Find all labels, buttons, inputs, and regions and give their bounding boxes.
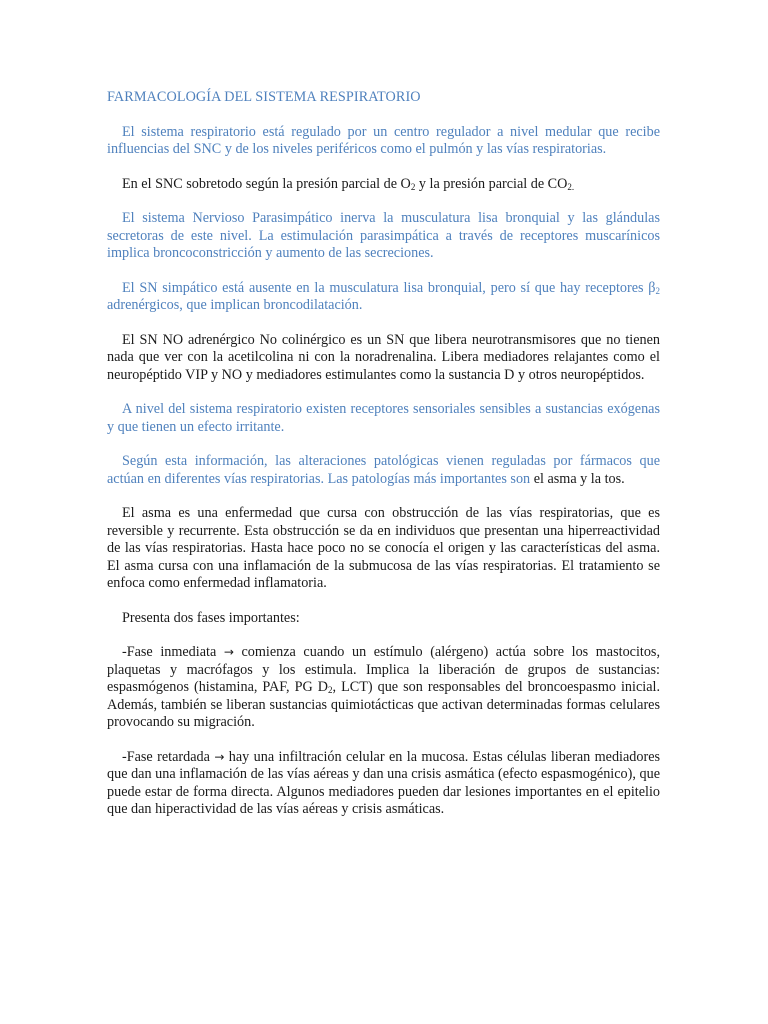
paragraph-4-text-b: adrenérgicos, que implican broncodilatación. (107, 297, 363, 313)
document-page (107, 89, 660, 819)
document-title: FARMACOLOGÍA DEL SISTEMA RESPIRATORIO (107, 89, 421, 105)
paragraph-9: Presenta dos fases importantes: (122, 609, 300, 626)
paragraph-11 (107, 749, 660, 819)
paragraph-7-text-b: el asma y la tos. (533, 470, 625, 487)
pgd2-subscript: 2 (328, 685, 333, 695)
paragraph-10-text-b: comienza cuando un estímulo (alérgeno) actúa sobre los mastocitos, plaquetas y macrófagos y los estimula. Implica la liberación de grupos de sustancias: espasmógenos (histamina, PAF, PG D (107, 644, 661, 695)
beta2-subscript: 2 (655, 285, 660, 296)
paragraph-1: El sistema respiratorio está regulado por un centro regulador a nivel medular que recibe influencias del SNC y de los niveles periféricos como el pulmón y las vías respiratorias. (107, 123, 660, 157)
paragraph-2-text-a: En el SNC sobretodo según la presión parcial de O (122, 175, 411, 192)
paragraph-10-text-a: -Fase inmediata (122, 644, 224, 660)
paragraph-4 (107, 280, 660, 315)
right-arrow-icon: → (214, 749, 225, 764)
paragraph-10-text-c: , LCT) que son responsables del broncoespasmo inicial. Además, también se liberan sustancias quimiotácticas que activan determinadas formas celulares provocando su migración. (107, 679, 660, 730)
paragraph-4-text-a: El SN simpático está ausente en la musculatura lisa bronquial, pero sí que hay receptores β (122, 279, 656, 296)
paragraph-11-text-b: hay una infiltración celular en la mucosa. Estas células liberan mediadores que dan una inflamación de las vías aéreas y dan una crisis asmática (efecto espasmogénico), que puede estar de forma directa. Algunos mediadores pueden dar lesiones importantes en el epitelio que dan hiperactividad de las vías aéreas y crisis asmáticas. (107, 748, 661, 817)
paragraph-7-text-a: Según esta información, las alteraciones patológicas vienen reguladas por fármacos que actúan en diferentes vías respiratorias. Las patologías más importantes son (107, 453, 660, 487)
co2-subscript: 2. (567, 181, 575, 192)
paragraph-3: El sistema Nervioso Parasimpático inerva la musculatura lisa bronquial y las glándulas secretoras de este nivel. La estimulación parasimpática a través de receptores muscarínicos implica broncoconstricción y aumento de las secreciones. (107, 210, 660, 261)
paragraph-2 (107, 176, 660, 194)
o2-subscript: 2 (410, 181, 416, 192)
paragraph-10 (107, 644, 660, 732)
paragraph-7 (107, 453, 660, 488)
right-arrow-icon: → (223, 645, 234, 659)
paragraph-8: El asma es una enfermedad que cursa con obstrucción de las vías respiratorias, que es reversible y recurrente. Esta obstrucción se da en individuos que presentan una hiperreactividad de las vías respiratorias. Hasta hace poco no se conocía el origen y las características del asma. El asma cursa con una inflamación de la submucosa de las vías respiratorias. El tratamiento se enfoca como enfermedad inflamatoria. (107, 505, 660, 591)
paragraph-11-text-a: -Fase retardada (122, 748, 215, 765)
paragraph-5: El SN NO adrenérgico No colinérgico es un SN que libera neurotransmisores que no tienen nada que ver con la acetilcolina ni con la noradrenalina. Libera mediadores relajantes como el neuropéptido VIP y NO y mediadores estimulantes como la sustancia D y otros neuropéptidos. (107, 331, 660, 383)
paragraph-2-text-b: y la presión parcial de CO (415, 175, 568, 192)
paragraph-6: A nivel del sistema respiratorio existen receptores sensoriales sensibles a sustancias exógenas y que tienen un efecto irritante. (107, 401, 660, 435)
